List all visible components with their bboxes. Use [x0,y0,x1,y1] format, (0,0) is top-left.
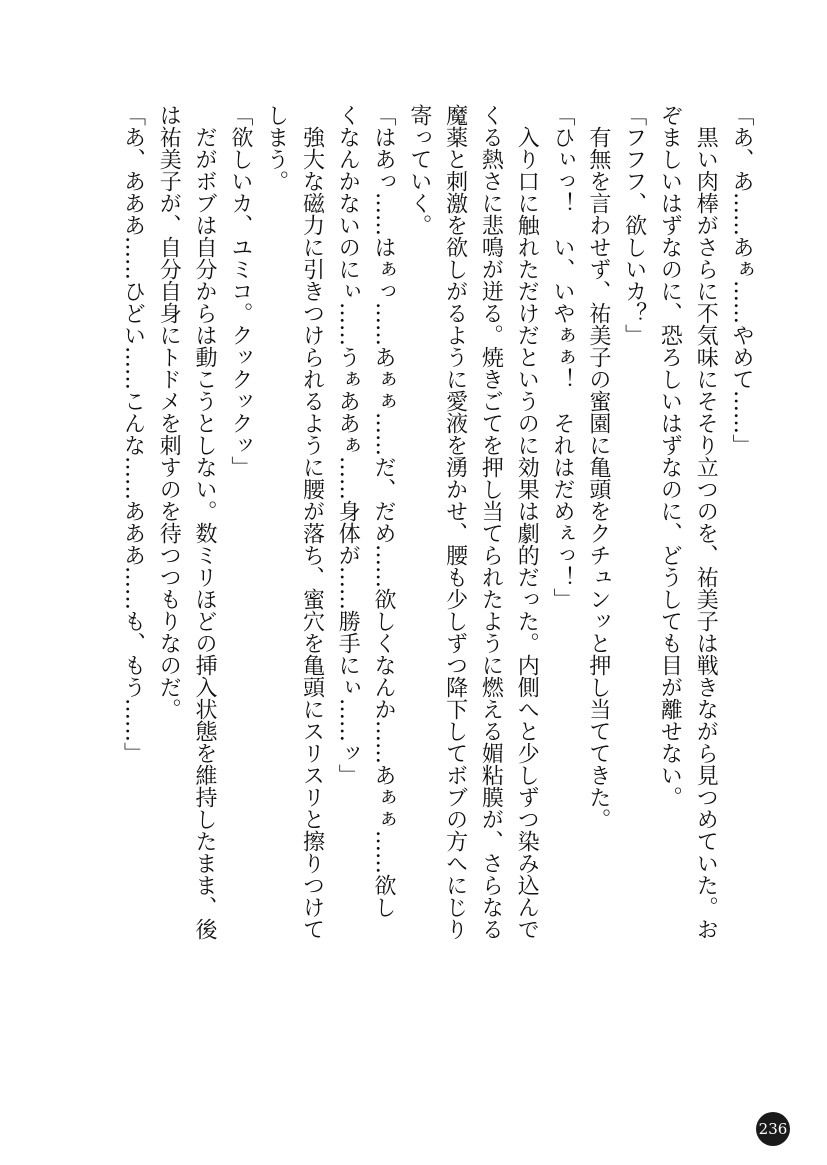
text-line: だがボブは自分からは動こうとしない。数ミリほどの挿入状態を維持したまま、後 [192,104,218,940]
text-line: 強大な磁力に引きつけられるように腰が落ち、蜜穴を亀頭にスリスリと擦りつけて [299,104,325,940]
text-line: 「フフフ、欲しいカ？」 [621,104,647,346]
text-line: ぞましいはずなのに、恐ろしいはずなのに、どうしても目が離せない。 [657,104,683,808]
text-line: くなんかないのにぃ……うぁああぁ……身体が……勝手にぃ……ッ」 [335,104,361,786]
text-line: 入り口に触れただけだというのに効果は劇的だった。内側へと少しずつ染み込んで [514,104,540,940]
text-line: 「欲しいカ、ユミコ。クックックッ」 [227,104,253,478]
text-line: 魔薬と刺激を欲しがるように愛液を湧かせ、腰も少しずつ降下してボブの方へにじり [442,104,468,940]
page-number-badge: 236 [756,1112,790,1146]
text-line: 「あ、あ……あぁ……やめて……」 [729,104,754,456]
text-line: 「ひぃっ！ い、いやぁぁ！ それはだめぇっ！」 [550,104,576,610]
text-line: 黒い肉棒がさらに不気味にそそり立つのを、祐美子は戦きながら見つめていた。お [693,104,719,940]
text-line: くる熱さに悲鳴が迸る。焼きごてを押し当てられたように燃える媚粘膜が、さらなる [478,104,504,940]
text-line: は祐美子が、自分自身にトドメを刺すのを待つつもりなのだ。 [156,104,182,720]
text-line: 「はあっ……はぁっ……あぁぁ……だ、だめ……欲しくなんか……あぁぁ……欲し [371,104,397,918]
text-line: 「あ、あああ……ひどい……こんな……あああ……も、もう……」 [120,104,146,764]
text-line: 有無を言わせず、祐美子の蜜園に亀頭をクチュンッと押し当ててきた。 [585,104,611,830]
body-text [115,104,759,1004]
text-line: しまう。 [263,104,289,192]
text-line: 寄っていく。 [406,104,432,236]
